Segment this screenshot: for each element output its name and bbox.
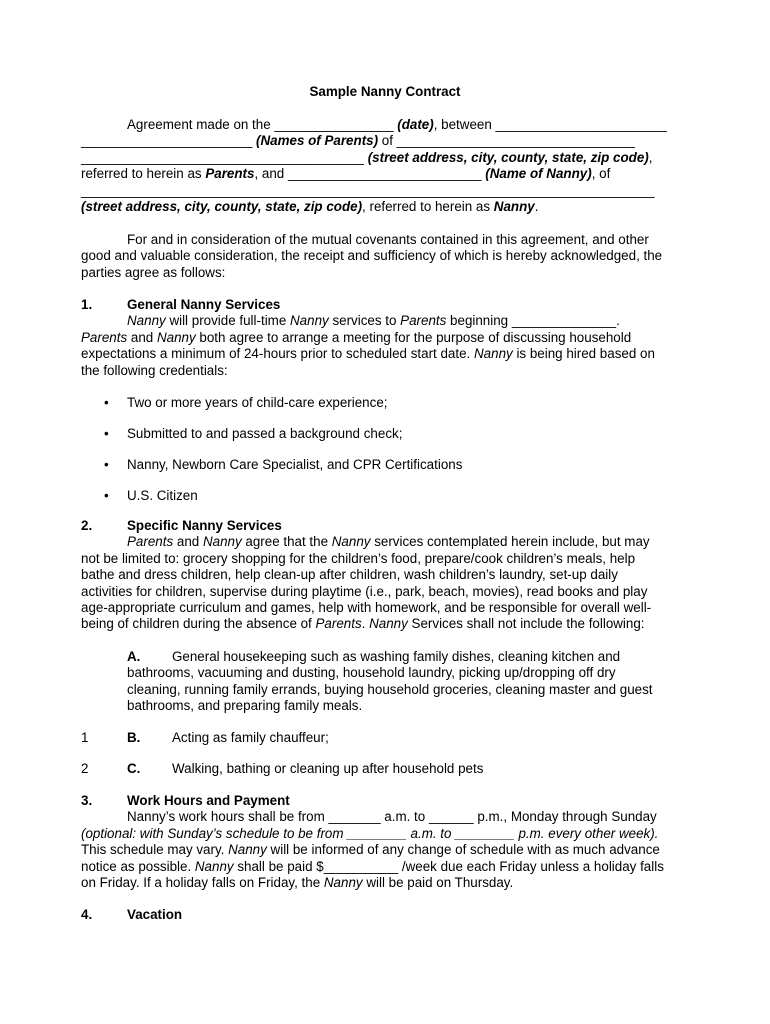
- section-4-heading: 4. Vacation: [81, 907, 183, 922]
- intro-line-1: Agreement made on the ________________ (date), between _______________________: [127, 117, 667, 132]
- exclusion-item-b: 1 B. Acting as family chauffeur;: [81, 730, 329, 745]
- intro-line-6: (street address, city, county, state, zip code), referred to herein as Nanny.: [81, 199, 539, 215]
- section-4: [81, 907, 686, 923]
- section-1-heading: 1. General Nanny Services: [81, 297, 281, 312]
- section-2-heading: 2. Specific Nanny Services: [81, 518, 282, 533]
- intro-line-5: _____________________________________________________________________________: [81, 182, 655, 198]
- intro-line-3: ______________________________________ (street address, city, county, state, zip code),: [81, 149, 653, 165]
- exclusion-item-a: A. General housekeeping such as washing family dishes, cleaning kitchen and bathrooms, vacuuming and dusting, household laundry, picking up/dropping off dry cleaning, running family errands, buying household groceries, cleaning master and guest bathrooms, and preparing family meals.: [127, 649, 653, 714]
- section-3-heading: 3. Work Hours and Payment: [81, 793, 290, 808]
- section-2: 2. Specific Nanny Services Parents and Nanny agree that the Nanny services contemplated herein include, but may not be limited to: grocery shopping for the children’s food, prepare/cook children’s meals, help bathe and dress children, help clean-up after children, wash children’s laundry, set-up daily activities for children, supervise during playtime (i.e., park, beach, movies), read books and play age-appropriate curriculum and games, help with homework, and be responsible for overall well- being of children during the absence of Parents. Nanny Services shall not include the following:: [81, 518, 686, 633]
- intro-line-4: referred to herein as Parents, and __________________________ (Name of Nanny), of: [81, 166, 611, 182]
- section-1: 1. General Nanny Services Nanny will provide full-time Nanny services to Parents beginning ______________. Parents and Nanny both agree to arrange a meeting for the purpose of discussing household expectations a minimum of 24-hours prior to scheduled start date. Nanny is being hired based on the following credentials:: [81, 297, 686, 379]
- exclusion-item-c: 2 C. Walking, bathing or cleaning up after household pets: [81, 761, 484, 776]
- consideration-paragraph: For and in consideration of the mutual covenants contained in this agreement, and other good and valuable consideration, the receipt and sufficiency of which is hereby acknowledged, the parties agree as follows:: [81, 232, 663, 280]
- intro-line-2: _______________________ (Names of Parents) of ________________________________: [81, 133, 635, 149]
- intro-paragraph: [81, 117, 686, 215]
- section-3: 3. Work Hours and Payment Nanny’s work hours shall be from _______ a.m. to ______ p.m., Monday through Sunday (optional: with Sunday’s schedule to be from ________ a.m. to ________ p.m. every other week). This schedule may vary. Nanny will be informed of any change of schedule with as much advance notice as possible. Nanny shall be paid $__________ /week due each Friday unless a holiday falls on Friday. If a holiday falls on Friday, the Nanny will be paid on Thursday.: [81, 793, 686, 891]
- document-page: Sample Nanny Contract Agreement made on the ________________ (date), between _______________________ _______________________ (Names of Parents) of ________________________________ ______________________________________ (street address, city, county, state, zip code), referred to herein as Parents, and __________________________ (Name of Nanny), of _____________________________________________________________________________ (street address, city, county, state, zip code), referred to herein as Nanny. For and in consideration of the mutual covenants contained in this agreement, and other good and valuable consideration, the receipt and sufficiency of which is hereby acknowledged, the parties agree as follows: 1. General Nanny Services Nanny will provide full-time Nanny services to Parents beginning ______________. Parents and Nanny both agree to arrange a meeting for the purpose of discussing household expectations a minimum of 24-hours prior to scheduled start date. Nanny is being hired based on the following credentials: • Two or more years of child-care experience; • Submitted to and passed a background check; • Nanny, Newborn Care Specialist, and CPR Certifications • U.S. Citizen 2. Specific Nanny Services Parents and Nanny agree that the Nanny services contemplated herein include, but may not be limited to: grocery shopping for the children’s food, prepare/cook children’s meals, help bathe and dress children, help clean-up after children, wash children’s laundry, set-up daily activities for children, supervise during playtime (i.e., park, beach, movies), read books and play age-appropriate curriculum and games, help with homework, and be responsible for overall well- being of children during the absence of Parents. Nanny Services shall not include the following: A. General housekeeping such as washing family dishes, cleaning kitchen and bathrooms, vacuuming and dusting, household laundry, picking up/dropping off dry cleaning, running family errands, buying household groceries, cleaning master and guest bathrooms, and preparing family meals. 1 B. Acting as family chauffeur; 2 C. Walking, bathing or cleaning up after household pets 3. Work Hours and Payment Nanny’s work hours shall be from _______ a.m. to ______ p.m., Monday through Sunday (optional: with Sunday’s schedule to be from ________ a.m. to ________ p.m. every other week). This schedule may vary. Nanny will be informed of any change of schedule with as much advance notice as possible. Nanny shall be paid $__________ /week due each Friday unless a holiday falls on Friday. If a holiday falls on Friday, the Nanny will be paid on Thursday. 4. Vacation: [0, 0, 770, 1024]
- document-title: Sample Nanny Contract: [309, 84, 461, 99]
